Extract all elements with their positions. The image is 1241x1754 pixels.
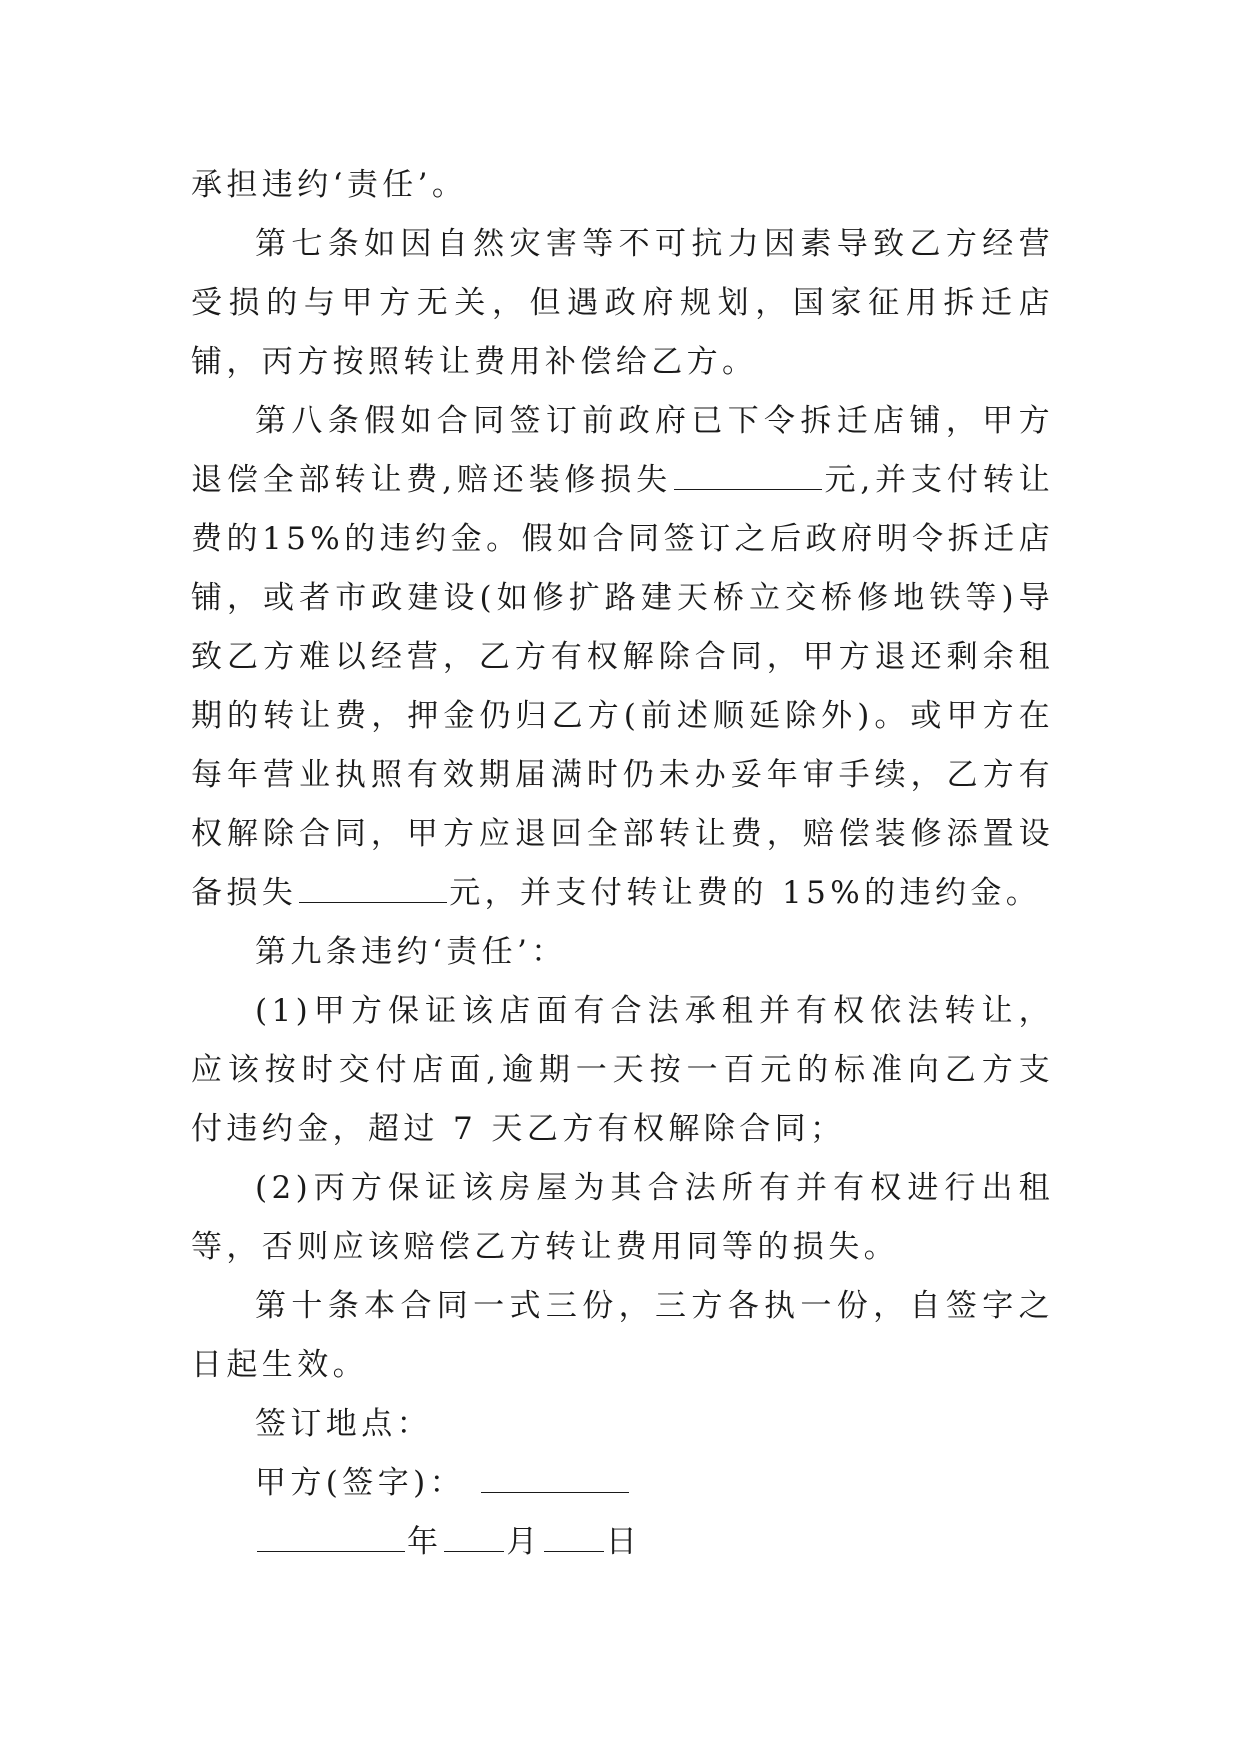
paragraph-text: (2)丙方保证该房屋为其合法所有并有权进行出租等，否则应该赔偿乙方转让费用同等的损失。 (191, 1170, 1054, 1265)
paragraph (191, 392, 1054, 923)
paragraph-text: 元，并支付转让费的 15%的违约金。 (449, 875, 1042, 911)
fill-in-blank (544, 1524, 604, 1552)
paragraph-text: 日 (605, 1524, 642, 1560)
paragraph-text: 签订地点： (255, 1406, 432, 1442)
paragraph-text: 第八条假如合同签订前政府已下令拆迁店铺，甲方退偿全部转让费,赔还装修损失 (191, 403, 1054, 498)
paragraph-text: 年 (407, 1524, 443, 1560)
paragraph (191, 1395, 1054, 1454)
paragraph-text: 元,并支付转让费的15%的违约金。假如合同签订之后政府明令拆迁店铺，或者市政建设(如修扩路建天桥立交桥修地铁等)导致乙方难以经营，乙方有权解除合同，甲方退还剩余租期的转让费，押金仍归乙方(前述顺延除外)。或甲方在每年营业执照有效期届满时仍未办妥年审手续，乙方有权解除合同，甲方应退回全部转让费，赔偿装修添置设备损失 (191, 462, 1054, 911)
fill-in-blank (481, 1465, 629, 1493)
paragraph (191, 923, 1054, 982)
paragraph-text: 第十条本合同一式三份，三方各执一份，自签字之日起生效。 (191, 1288, 1054, 1383)
paragraph (191, 1277, 1054, 1395)
document-body (191, 156, 1054, 1572)
fill-in-blank (257, 1524, 405, 1552)
paragraph (191, 1513, 1054, 1572)
paragraph-text: 甲方(签字)： (255, 1465, 480, 1501)
fill-in-blank (299, 875, 447, 903)
paragraph (191, 156, 1054, 215)
paragraph-text: 承担违约‘责任’。 (191, 167, 468, 203)
paragraph-text: 月 (506, 1524, 542, 1560)
fill-in-blank (444, 1524, 504, 1552)
paragraph (191, 982, 1054, 1159)
paragraph (191, 1159, 1054, 1277)
paragraph (191, 215, 1054, 392)
fill-in-blank (674, 462, 822, 490)
paragraph-text: (1)甲方保证该店面有合法承租并有权依法转让，应该按时交付店面,逾期一天按一百元的标准向乙方支付违约金，超过 7 天乙方有权解除合同； (191, 993, 1054, 1147)
paragraph-text: 第九条违约‘责任’： (255, 934, 567, 970)
paragraph-text: 第七条如因自然灾害等不可抗力因素导致乙方经营受损的与甲方无关，但遇政府规划，国家征用拆迁店铺，丙方按照转让费用补偿给乙方。 (191, 226, 1054, 380)
paragraph (191, 1454, 1054, 1513)
